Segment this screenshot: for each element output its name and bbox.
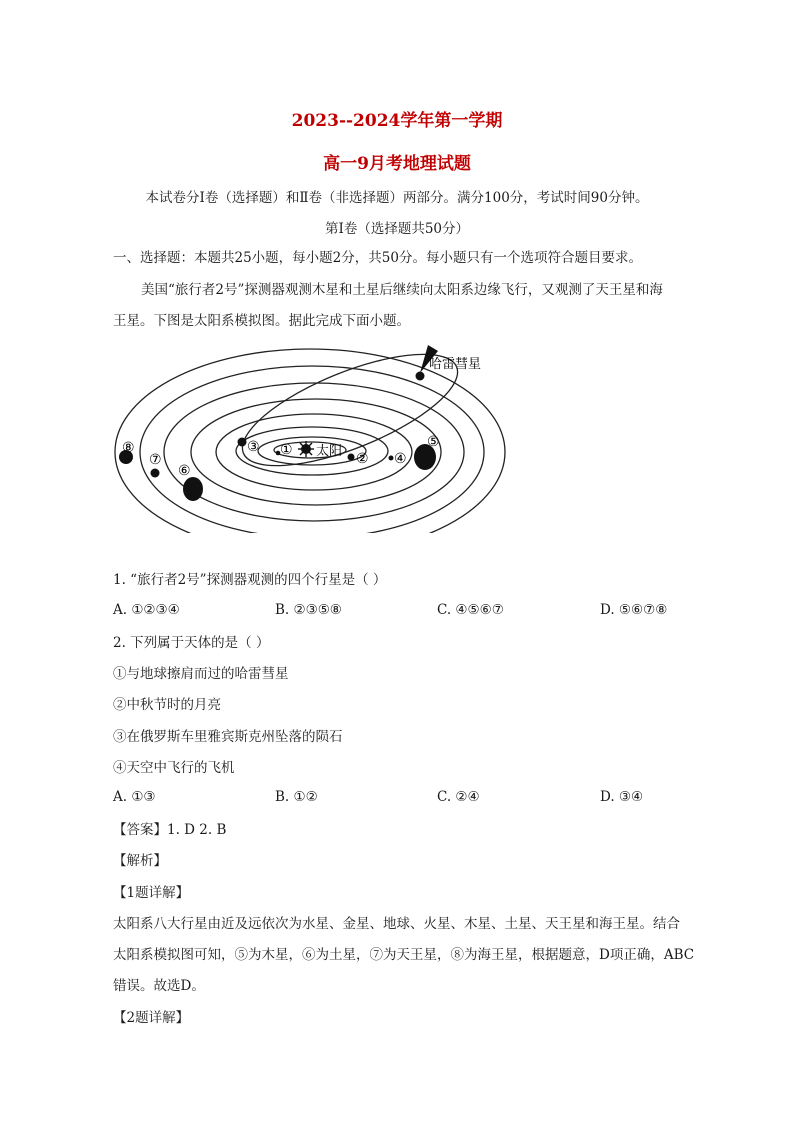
q2-item-1: ①与地球擦肩而过的哈雷彗星 (113, 666, 289, 682)
sun-label: 太阳 (316, 444, 343, 459)
q2-item-2: ②中秋节时的月亮 (113, 697, 221, 713)
planet-2 (348, 454, 355, 461)
q2-option-d[interactable]: D. ③④ (600, 789, 644, 805)
title-line2: 高一9月考地理试题 (323, 154, 471, 174)
passage-line2: 王星。下图是太阳系模拟图。据此完成下面小题。 (113, 313, 410, 329)
solar-system-figure (100, 338, 520, 533)
planet-label-1: ① (280, 442, 293, 458)
q1-analysis-line1: 太阳系八大行星由近及远依次为水星、金星、地球、火星、木星、土星、天王星和海王星。结合 (113, 916, 680, 932)
comet-label: 哈雷彗星 (429, 357, 482, 372)
answer-line: 【答案】1. D 2. B (113, 822, 227, 838)
planet-6 (183, 477, 203, 501)
planet-label-5: ⑤ (427, 434, 440, 450)
passage-line1: 美国“旅行者2号”探测器观测木星和土星后继续向太阳系边缘飞行，又观测了天王星和海 (141, 282, 663, 298)
q1-stem: 1. “旅行者2号”探测器观测的四个行星是（ ） (113, 572, 387, 588)
planet-3 (238, 438, 247, 447)
exam-note: 本试卷分Ⅰ卷（选择题）和Ⅱ卷（非选择题）两部分。满分100分，考试时间90分钟。 (145, 190, 649, 206)
q1-analysis-line3: 错误。故选D。 (113, 978, 205, 994)
q1-option-d[interactable]: D. ⑤⑥⑦⑧ (600, 602, 668, 618)
q1-option-c[interactable]: C. ④⑤⑥⑦ (437, 602, 504, 618)
q2-option-b[interactable]: B. ①② (275, 789, 318, 805)
planet-4 (389, 456, 394, 461)
sun-icon (298, 441, 314, 457)
q2-item-3: ③在俄罗斯车里雅宾斯克州坠落的陨石 (113, 729, 343, 745)
q2-option-a[interactable]: A. ①③ (113, 789, 156, 805)
planet-label-6: ⑥ (178, 463, 191, 479)
q2-stem: 2. 下列属于天体的是（ ） (113, 635, 270, 651)
q1-option-b[interactable]: B. ②③⑤⑧ (275, 602, 342, 618)
q1-analysis-heading: 【1题详解】 (113, 885, 190, 901)
section-heading: 一、选择题：本题共25小题，每小题2分，共50分。每小题只有一个选项符合题目要求。 (113, 250, 642, 266)
planet-7 (151, 469, 160, 478)
title-line1: 2023--2024学年第一学期 (291, 111, 503, 131)
planet-label-7: ⑦ (149, 452, 162, 468)
q2-option-c[interactable]: C. ②④ (437, 789, 480, 805)
q2-analysis-heading: 【2题详解】 (113, 1010, 190, 1026)
planet-label-8: ⑧ (122, 440, 135, 456)
q1-analysis-line2: 太阳系模拟图可知，⑤为木星，⑥为土星，⑦为天王星，⑧为海王星，根据题意，D项正确，ABC (113, 947, 695, 963)
planet-label-3: ③ (247, 439, 260, 455)
q1-option-a[interactable]: A. ①②③④ (113, 602, 180, 618)
analysis-heading: 【解析】 (113, 853, 167, 869)
planet-label-4: ④ (394, 451, 407, 467)
comet-nucleus (416, 372, 425, 381)
orbit-4 (216, 414, 412, 490)
q2-item-4: ④天空中飞行的飞机 (113, 760, 235, 776)
planet-label-2: ② (356, 451, 369, 467)
part1-heading: 第Ⅰ卷（选择题共50分） (324, 221, 469, 237)
